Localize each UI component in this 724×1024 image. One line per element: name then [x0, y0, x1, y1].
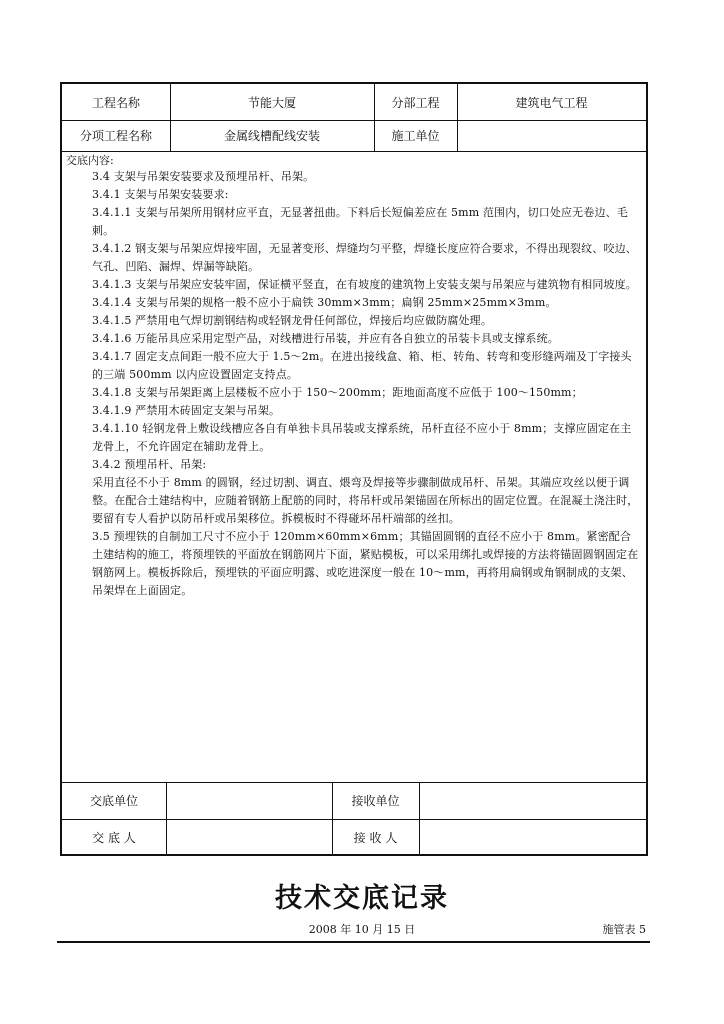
- sub-project-value: 建筑电气工程: [515, 95, 588, 110]
- paragraph: 3.4.1.5 严禁用电气焊切割钢结构或轻钢龙骨任何部位，焊接后均应做防腐处理。: [92, 314, 492, 327]
- handover-unit-label: 交底单位: [89, 794, 138, 808]
- paragraph: 3.4.1.7 固定支点间距一般不应大于 1.5～2m。在进出接线盒、箱、柜、转角、转弯和变形缝两端及丁字接头的三端 500mm 以内应设置固定支持点。: [92, 350, 632, 381]
- handover-person-label: 交 底 人: [92, 831, 136, 845]
- form-number: 施管表 5: [602, 923, 646, 936]
- page-title: 技术交底记录: [275, 883, 449, 914]
- paragraph: 3.4.1.2 钢支架与吊架应焊接牢固，无显著变形、焊缝均匀平整，焊缝长度应符合要求，不得出现裂纹、咬边、气孔、凹陷、漏焊、焊漏等缺陷。: [92, 242, 637, 273]
- paragraph: 3.4.1.10 轻钢龙骨上敷设线槽应各自有单独卡具吊装或支撑系统，吊杆直径不应小于 8mm；支撑应固定在主龙骨上，不允许固定在辅助龙骨上。: [92, 422, 632, 453]
- paragraph: 3.4.2 预埋吊杆、吊架:: [92, 458, 207, 471]
- paragraph: 采用直径不小于 8mm 的圆钢，经过切割、调直、煨弯及焊接等步骤制做成吊杆、吊架。其端应攻丝以便于调整。在配合土建结构中，应随着钢筋上配筋的同时，将吊杆或吊架锚固在所标出的固定位置。在混凝土浇注时，要留有专人看护以防吊杆或吊架移位。拆模板时不得碰坏吊杆端部的丝扣。: [92, 476, 639, 525]
- paragraph: 3.4.1.6 万能吊具应采用定型产品，对线槽进行吊装，并应有各自独立的吊装卡具或支撑系统。: [92, 332, 559, 345]
- paragraph: 3.5 预埋铁的自制加工尺寸不应小于 120mm×60mm×6mm；其锚固圆钢的直径不应小于 8mm。紧密配合土建结构的施工，将预埋铁的平面放在钢筋网片下面，紧贴模板，可以采用绑扎或焊接的方法将锚固圆钢固定在钢筋网上。模板拆除后，预埋铁的平面应明露、或吃进深度一般在 10～mm，再将用扁钢或角钢制成的支架、吊架焊在上面固定。: [92, 530, 639, 597]
- content-label: 交底内容:: [66, 154, 114, 167]
- paragraph: 3.4.1.3 支架与吊架应安装牢固，保证横平竖直，在有坡度的建筑物上安装支架与吊架应与建筑物有相同坡度。: [92, 278, 637, 291]
- handover-content: [64, 153, 648, 600]
- paragraph: 3.4.1.1 支架与吊架所用钢材应平直，无显著扭曲。下料后长短偏差应在 5mm 范围内，切口处应无卷边、毛刺。: [92, 206, 628, 237]
- record-date: 2008 年 10 月 15 日: [308, 923, 416, 936]
- item-project-label: 分项工程名称: [79, 129, 152, 143]
- paragraph: 3.4.1.9 严禁用木砖固定支架与吊架。: [92, 404, 281, 417]
- table-rule: [419, 782, 420, 856]
- paragraph: 3.4 支架与吊架安装要求及预埋吊杆、吊架。: [92, 170, 315, 183]
- receiving-unit-label: 接收单位: [351, 794, 400, 808]
- construction-unit-label: 施工单位: [391, 129, 440, 143]
- table-rule: [62, 151, 646, 152]
- paragraph: 3.4.1.8 支架与吊架距离上层楼板不应小于 150～200mm；距地面高度不应低于 100～150mm；: [92, 386, 583, 399]
- footer-divider: [57, 941, 650, 943]
- paragraph: 3.4.1.4 支架与吊架的规格一般不应小于扁铁 30mm×3mm；扁钢 25mm×25mm×3mm。: [92, 296, 557, 309]
- record-table: [60, 82, 648, 856]
- item-project-value: 金属线槽配线安装: [223, 129, 320, 143]
- construction-unit-value: [457, 120, 646, 151]
- receiver-label: 接 收 人: [353, 831, 398, 845]
- project-name-value: 节能大厦: [247, 95, 296, 110]
- table-rule: [166, 782, 167, 856]
- sub-project-label: 分部工程: [391, 95, 440, 110]
- paragraph: 3.4.1 支架与吊架安装要求:: [92, 188, 229, 201]
- project-name-label: 工程名称: [91, 95, 140, 110]
